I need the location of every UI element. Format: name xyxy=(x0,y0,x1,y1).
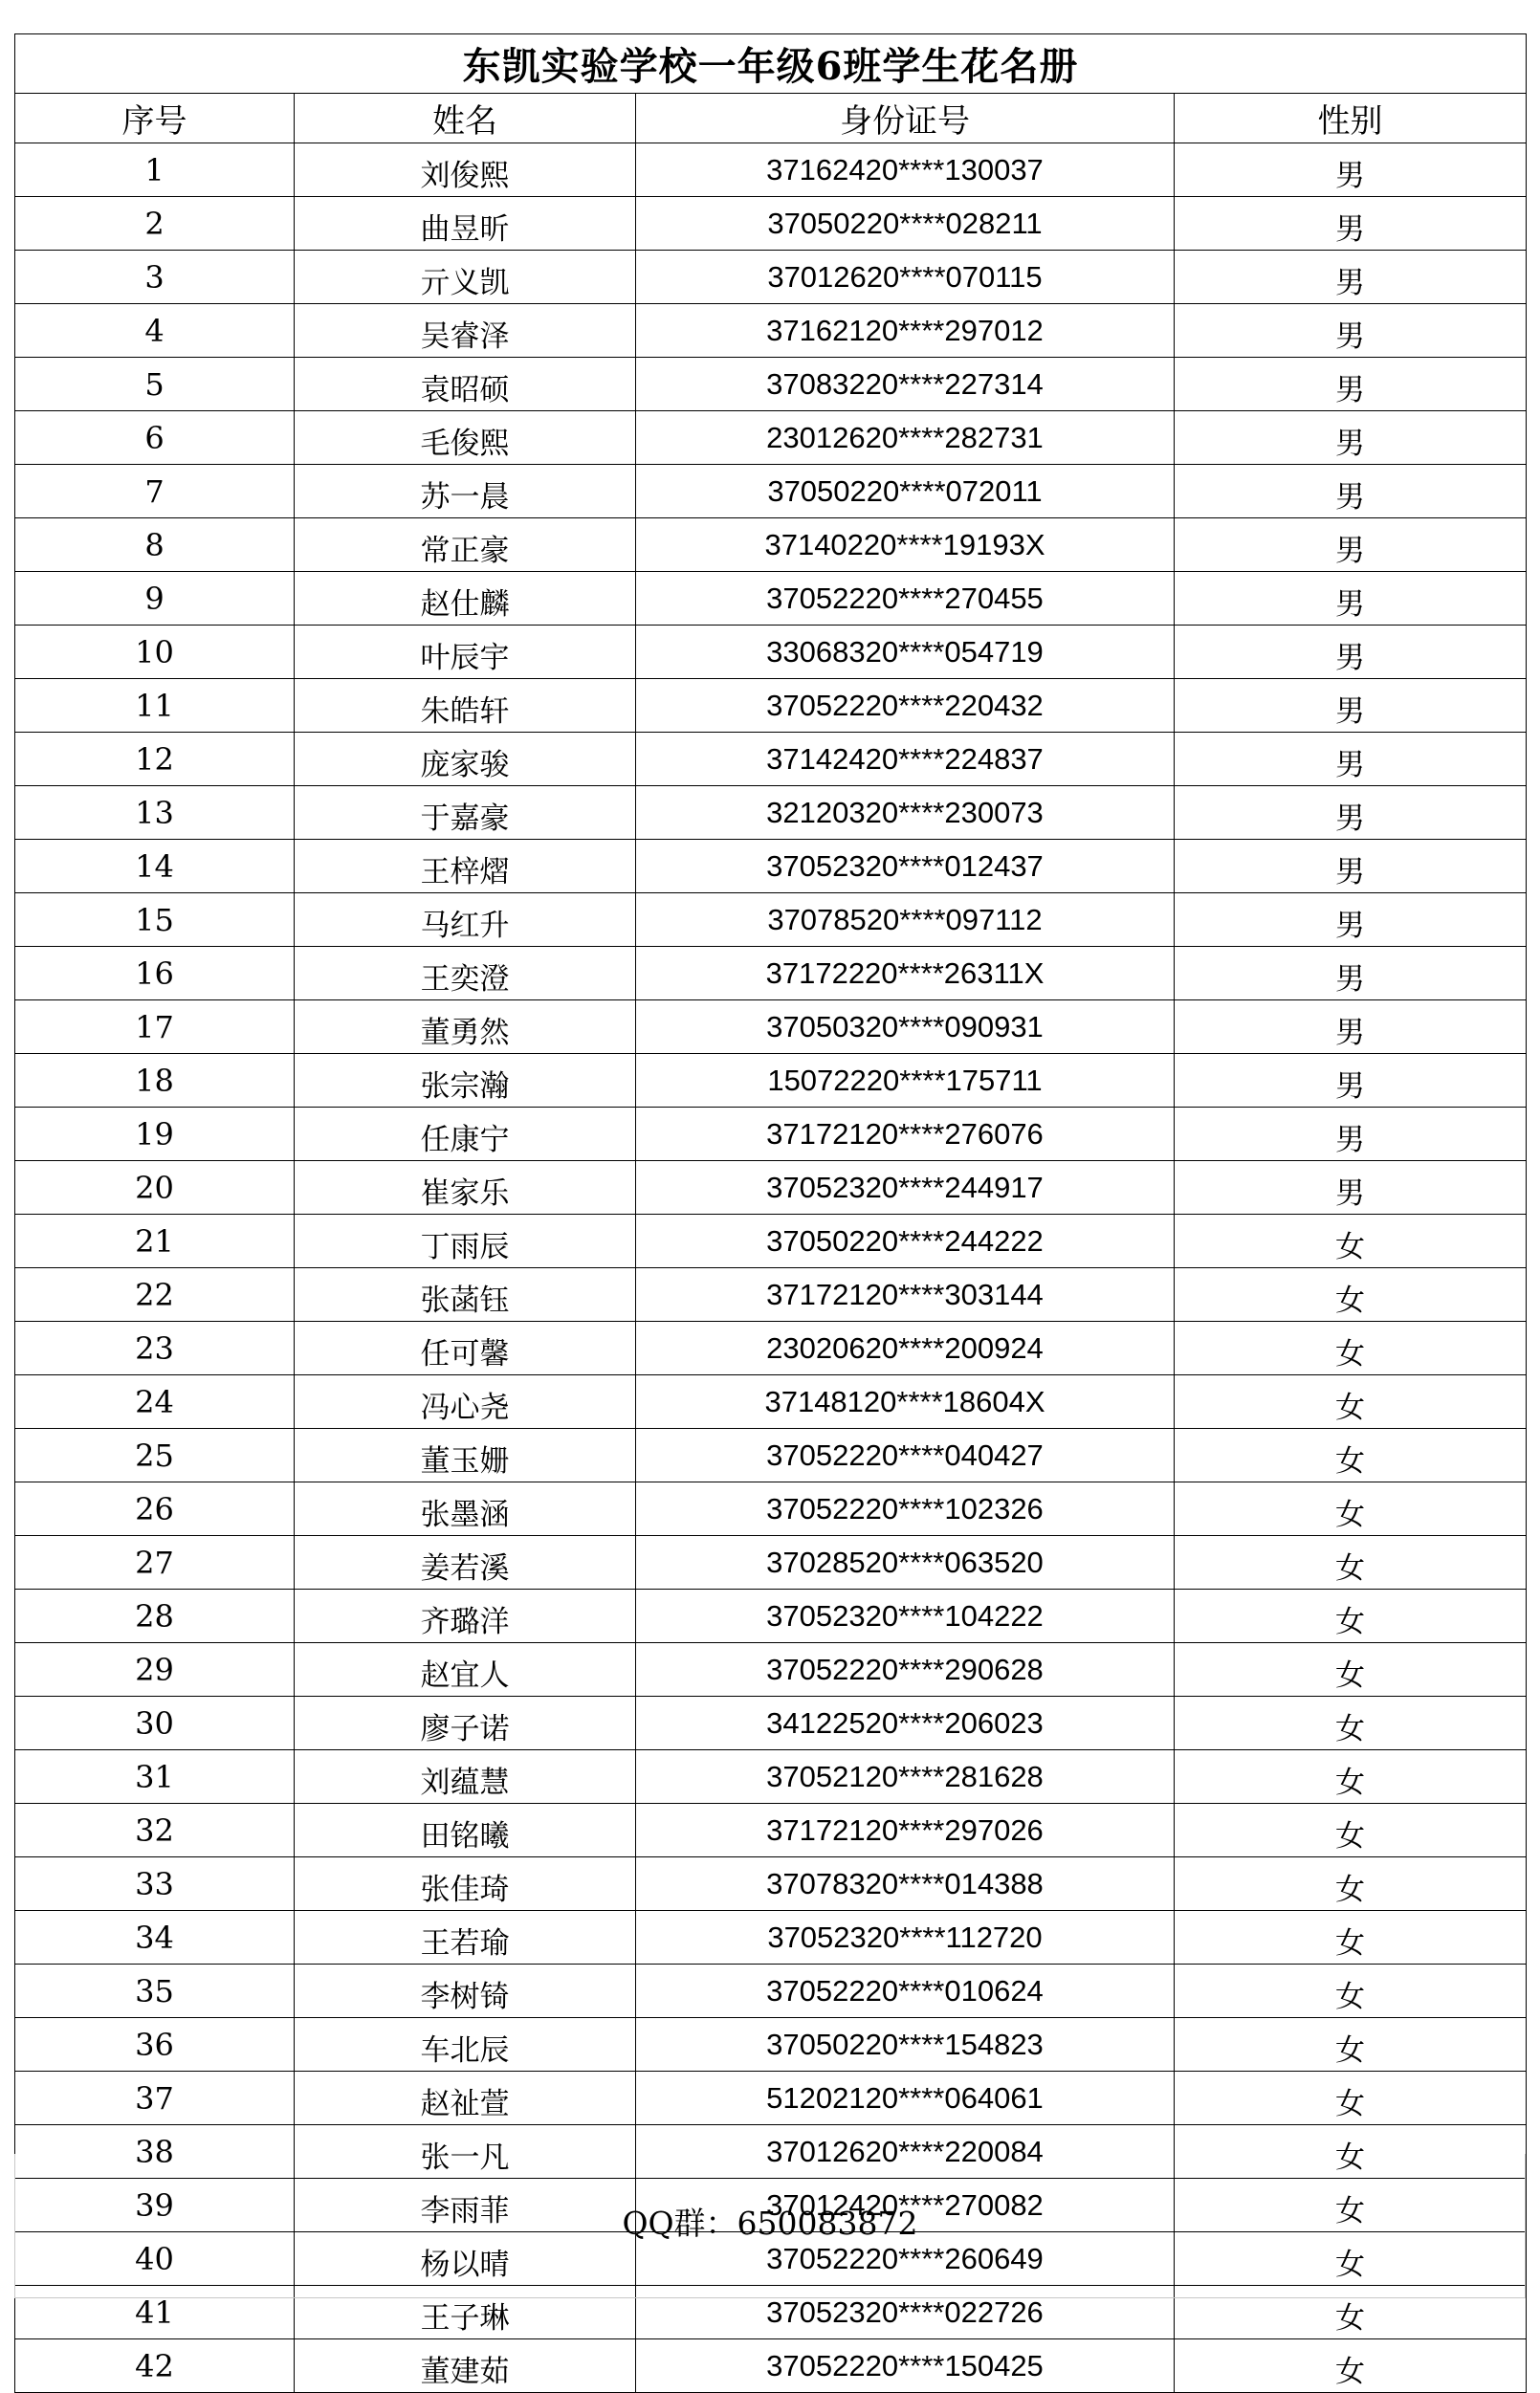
gender-cell: 女 xyxy=(1175,1482,1527,1536)
table-row xyxy=(15,1590,1527,1643)
student-name-cell: 马红升 xyxy=(295,893,636,947)
table-row xyxy=(15,626,1527,679)
table-row xyxy=(15,733,1527,786)
gender-cell: 女 xyxy=(1175,2179,1527,2232)
gender-cell: 男 xyxy=(1175,1161,1527,1215)
table-row xyxy=(15,786,1527,840)
id-number-cell: 37172120****303144 xyxy=(636,1268,1175,1322)
row-index-cell: 38 xyxy=(15,2125,295,2179)
gender-cell: 女 xyxy=(1175,2339,1527,2393)
student-name-cell: 亓义凯 xyxy=(295,251,636,304)
gender-cell: 女 xyxy=(1175,1643,1527,1697)
id-number-cell: 15072220****175711 xyxy=(636,1054,1175,1108)
row-index-cell: 39 xyxy=(15,2179,295,2232)
table-row xyxy=(15,1804,1527,1857)
row-index-cell: 32 xyxy=(15,1804,295,1857)
student-name-cell: 董玉姗 xyxy=(295,1429,636,1482)
row-index-cell: 25 xyxy=(15,1429,295,1482)
id-number-cell: 37172120****297026 xyxy=(636,1804,1175,1857)
page-title: 东凯实验学校一年级6班学生花名册 xyxy=(15,34,1527,94)
student-name-cell: 张佳琦 xyxy=(295,1857,636,1911)
row-index-cell: 37 xyxy=(15,2072,295,2125)
gender-cell: 男 xyxy=(1175,679,1527,733)
student-name-cell: 董勇然 xyxy=(295,1000,636,1054)
student-name-cell: 李雨菲 xyxy=(295,2179,636,2232)
student-name-cell: 冯心尧 xyxy=(295,1375,636,1429)
id-number-cell: 37172220****26311X xyxy=(636,947,1175,1000)
student-name-cell: 杨以晴 xyxy=(295,2232,636,2286)
student-name-cell: 任可馨 xyxy=(295,1322,636,1375)
row-index-cell: 23 xyxy=(15,1322,295,1375)
row-index-cell: 27 xyxy=(15,1536,295,1590)
header-row xyxy=(15,94,1527,143)
gender-cell: 女 xyxy=(1175,1429,1527,1482)
id-number-cell: 37050220****244222 xyxy=(636,1215,1175,1268)
table-row xyxy=(15,304,1527,358)
id-number-cell: 37052220****150425 xyxy=(636,2339,1175,2393)
column-header-gender: 性别 xyxy=(1175,94,1527,143)
student-name-cell: 朱皓轩 xyxy=(295,679,636,733)
student-name-cell: 赵祉萱 xyxy=(295,2072,636,2125)
student-name-cell: 庞家骏 xyxy=(295,733,636,786)
gender-cell: 女 xyxy=(1175,2072,1527,2125)
table-row xyxy=(15,143,1527,197)
row-index-cell: 2 xyxy=(15,197,295,251)
row-index-cell: 10 xyxy=(15,626,295,679)
row-index-cell: 13 xyxy=(15,786,295,840)
id-number-cell: 37050220****072011 xyxy=(636,465,1175,518)
row-index-cell: 14 xyxy=(15,840,295,893)
row-index-cell: 19 xyxy=(15,1108,295,1161)
gender-cell: 男 xyxy=(1175,411,1527,465)
student-name-cell: 张宗瀚 xyxy=(295,1054,636,1108)
student-name-cell: 丁雨辰 xyxy=(295,1215,636,1268)
student-name-cell: 齐璐洋 xyxy=(295,1590,636,1643)
gender-cell: 男 xyxy=(1175,733,1527,786)
row-index-cell: 15 xyxy=(15,893,295,947)
table-row xyxy=(15,1429,1527,1482)
id-number-cell: 32120320****230073 xyxy=(636,786,1175,840)
row-index-cell: 35 xyxy=(15,1965,295,2018)
id-number-cell: 37050220****028211 xyxy=(636,197,1175,251)
table-row xyxy=(15,1750,1527,1804)
gender-cell: 男 xyxy=(1175,1054,1527,1108)
table-row xyxy=(15,358,1527,411)
row-index-cell: 30 xyxy=(15,1697,295,1750)
row-index-cell: 41 xyxy=(15,2286,295,2339)
id-number-cell: 37052220****220432 xyxy=(636,679,1175,733)
id-number-cell: 37083220****227314 xyxy=(636,358,1175,411)
gender-cell: 男 xyxy=(1175,893,1527,947)
row-index-cell: 34 xyxy=(15,1911,295,1965)
student-name-cell: 崔家乐 xyxy=(295,1161,636,1215)
gender-cell: 女 xyxy=(1175,1697,1527,1750)
row-index-cell: 5 xyxy=(15,358,295,411)
student-name-cell: 张菡钰 xyxy=(295,1268,636,1322)
gender-cell: 女 xyxy=(1175,2286,1527,2339)
roster-sheet xyxy=(14,33,1526,2393)
row-index-cell: 6 xyxy=(15,411,295,465)
table-row xyxy=(15,1108,1527,1161)
column-header-name: 姓名 xyxy=(295,94,636,143)
id-number-cell: 34122520****206023 xyxy=(636,1697,1175,1750)
gender-cell: 男 xyxy=(1175,840,1527,893)
gender-cell: 女 xyxy=(1175,1215,1527,1268)
table-row xyxy=(15,1215,1527,1268)
row-index-cell: 4 xyxy=(15,304,295,358)
id-number-cell: 37148120****18604X xyxy=(636,1375,1175,1429)
id-number-cell: 37012620****070115 xyxy=(636,251,1175,304)
id-number-cell: 37052220****040427 xyxy=(636,1429,1175,1482)
student-name-cell: 王子琳 xyxy=(295,2286,636,2339)
student-name-cell: 王奕澄 xyxy=(295,947,636,1000)
gender-cell: 男 xyxy=(1175,572,1527,626)
id-number-cell: 37078320****014388 xyxy=(636,1857,1175,1911)
student-name-cell: 王梓熠 xyxy=(295,840,636,893)
gender-cell: 女 xyxy=(1175,1322,1527,1375)
table-row xyxy=(15,840,1527,893)
id-number-cell: 37052220****260649 xyxy=(636,2232,1175,2286)
student-name-cell: 吴睿泽 xyxy=(295,304,636,358)
student-name-cell: 任康宁 xyxy=(295,1108,636,1161)
student-name-cell: 姜若溪 xyxy=(295,1536,636,1590)
gender-cell: 女 xyxy=(1175,1857,1527,1911)
table-row xyxy=(15,465,1527,518)
student-roster-table xyxy=(14,33,1527,2393)
id-number-cell: 37142420****224837 xyxy=(636,733,1175,786)
student-name-cell: 张墨涵 xyxy=(295,1482,636,1536)
student-name-cell: 田铭曦 xyxy=(295,1804,636,1857)
row-index-cell: 36 xyxy=(15,2018,295,2072)
row-index-cell: 33 xyxy=(15,1857,295,1911)
id-number-cell: 37012420****270082 xyxy=(636,2179,1175,2232)
gender-cell: 男 xyxy=(1175,626,1527,679)
id-number-cell: 23020620****200924 xyxy=(636,1322,1175,1375)
table-row xyxy=(15,947,1527,1000)
footer xyxy=(14,2154,1526,2298)
row-index-cell: 20 xyxy=(15,1161,295,1215)
row-index-cell: 26 xyxy=(15,1482,295,1536)
table-row xyxy=(15,679,1527,733)
table-row xyxy=(15,1536,1527,1590)
student-name-cell: 廖子诺 xyxy=(295,1697,636,1750)
gender-cell: 女 xyxy=(1175,1911,1527,1965)
row-index-cell: 3 xyxy=(15,251,295,304)
student-name-cell: 袁昭硕 xyxy=(295,358,636,411)
gender-cell: 女 xyxy=(1175,2018,1527,2072)
gender-cell: 男 xyxy=(1175,786,1527,840)
student-name-cell: 叶辰宇 xyxy=(295,626,636,679)
id-number-cell: 37172120****276076 xyxy=(636,1108,1175,1161)
student-name-cell: 刘蕴慧 xyxy=(295,1750,636,1804)
row-index-cell: 12 xyxy=(15,733,295,786)
gender-cell: 女 xyxy=(1175,1268,1527,1322)
id-number-cell: 37052220****270455 xyxy=(636,572,1175,626)
gender-cell: 男 xyxy=(1175,1000,1527,1054)
id-number-cell: 37052120****281628 xyxy=(636,1750,1175,1804)
table-row xyxy=(15,1911,1527,1965)
table-row xyxy=(15,2339,1527,2393)
student-name-cell: 张一凡 xyxy=(295,2125,636,2179)
table-row xyxy=(15,893,1527,947)
gender-cell: 女 xyxy=(1175,2125,1527,2179)
student-name-cell: 赵仕麟 xyxy=(295,572,636,626)
row-index-cell: 16 xyxy=(15,947,295,1000)
student-name-cell: 王若瑜 xyxy=(295,1911,636,1965)
roster-body xyxy=(15,143,1527,2393)
table-row xyxy=(15,1965,1527,2018)
student-name-cell: 常正豪 xyxy=(295,518,636,572)
gender-cell: 男 xyxy=(1175,947,1527,1000)
student-name-cell: 刘俊熙 xyxy=(295,143,636,197)
student-name-cell: 曲昱昕 xyxy=(295,197,636,251)
id-number-cell: 51202120****064061 xyxy=(636,2072,1175,2125)
id-number-cell: 37052320****104222 xyxy=(636,1590,1175,1643)
table-row xyxy=(15,1161,1527,1215)
gender-cell: 男 xyxy=(1175,358,1527,411)
gender-cell: 女 xyxy=(1175,2232,1527,2286)
row-index-cell: 11 xyxy=(15,679,295,733)
row-index-cell: 28 xyxy=(15,1590,295,1643)
gender-cell: 女 xyxy=(1175,1804,1527,1857)
id-number-cell: 37012620****220084 xyxy=(636,2125,1175,2179)
student-name-cell: 毛俊熙 xyxy=(295,411,636,465)
student-name-cell: 于嘉豪 xyxy=(295,786,636,840)
gender-cell: 女 xyxy=(1175,1965,1527,2018)
id-number-cell: 37052320****244917 xyxy=(636,1161,1175,1215)
id-number-cell: 37162420****130037 xyxy=(636,143,1175,197)
row-index-cell: 7 xyxy=(15,465,295,518)
row-index-cell: 9 xyxy=(15,572,295,626)
column-header-id-number: 身份证号 xyxy=(636,94,1175,143)
id-number-cell: 37052320****112720 xyxy=(636,1911,1175,1965)
table-row xyxy=(15,251,1527,304)
row-index-cell: 42 xyxy=(15,2339,295,2393)
id-number-cell: 23012620****282731 xyxy=(636,411,1175,465)
table-row xyxy=(15,1643,1527,1697)
id-number-cell: 37052220****290628 xyxy=(636,1643,1175,1697)
table-row xyxy=(15,1482,1527,1536)
gender-cell: 男 xyxy=(1175,304,1527,358)
table-row xyxy=(15,1000,1527,1054)
table-row xyxy=(15,1375,1527,1429)
gender-cell: 女 xyxy=(1175,1536,1527,1590)
table-row xyxy=(15,1268,1527,1322)
id-number-cell: 37050220****154823 xyxy=(636,2018,1175,2072)
id-number-cell: 33068320****054719 xyxy=(636,626,1175,679)
id-number-cell: 37052320****022726 xyxy=(636,2286,1175,2339)
table-row xyxy=(15,411,1527,465)
id-number-cell: 37078520****097112 xyxy=(636,893,1175,947)
table-row xyxy=(15,1322,1527,1375)
id-number-cell: 37140220****19193X xyxy=(636,518,1175,572)
gender-cell: 男 xyxy=(1175,251,1527,304)
gender-cell: 女 xyxy=(1175,1590,1527,1643)
id-number-cell: 37052220****102326 xyxy=(636,1482,1175,1536)
row-index-cell: 18 xyxy=(15,1054,295,1108)
id-number-cell: 37050320****090931 xyxy=(636,1000,1175,1054)
table-row xyxy=(15,572,1527,626)
gender-cell: 男 xyxy=(1175,143,1527,197)
row-index-cell: 31 xyxy=(15,1750,295,1804)
gender-cell: 男 xyxy=(1175,465,1527,518)
row-index-cell: 24 xyxy=(15,1375,295,1429)
gender-cell: 女 xyxy=(1175,1750,1527,1804)
student-name-cell: 赵宜人 xyxy=(295,1643,636,1697)
student-name-cell: 董建茹 xyxy=(295,2339,636,2393)
row-index-cell: 17 xyxy=(15,1000,295,1054)
column-header-index: 序号 xyxy=(15,94,295,143)
row-index-cell: 8 xyxy=(15,518,295,572)
row-index-cell: 29 xyxy=(15,1643,295,1697)
table-row xyxy=(15,197,1527,251)
student-name-cell: 李树锜 xyxy=(295,1965,636,2018)
table-row xyxy=(15,518,1527,572)
student-name-cell: 车北辰 xyxy=(295,2018,636,2072)
gender-cell: 男 xyxy=(1175,197,1527,251)
row-index-cell: 1 xyxy=(15,143,295,197)
row-index-cell: 22 xyxy=(15,1268,295,1322)
id-number-cell: 37162120****297012 xyxy=(636,304,1175,358)
row-index-cell: 40 xyxy=(15,2232,295,2286)
table-row xyxy=(15,1697,1527,1750)
id-number-cell: 37052320****012437 xyxy=(636,840,1175,893)
table-row xyxy=(15,1857,1527,1911)
gender-cell: 女 xyxy=(1175,1375,1527,1429)
student-name-cell: 苏一晨 xyxy=(295,465,636,518)
row-index-cell: 21 xyxy=(15,1215,295,1268)
table-row xyxy=(15,2072,1527,2125)
table-row xyxy=(15,1054,1527,1108)
gender-cell: 男 xyxy=(1175,1108,1527,1161)
id-number-cell: 37052220****010624 xyxy=(636,1965,1175,2018)
gender-cell: 男 xyxy=(1175,518,1527,572)
table-row xyxy=(15,2018,1527,2072)
qq-group-text: QQ群：650083872 xyxy=(622,2205,918,2242)
id-number-cell: 37028520****063520 xyxy=(636,1536,1175,1590)
